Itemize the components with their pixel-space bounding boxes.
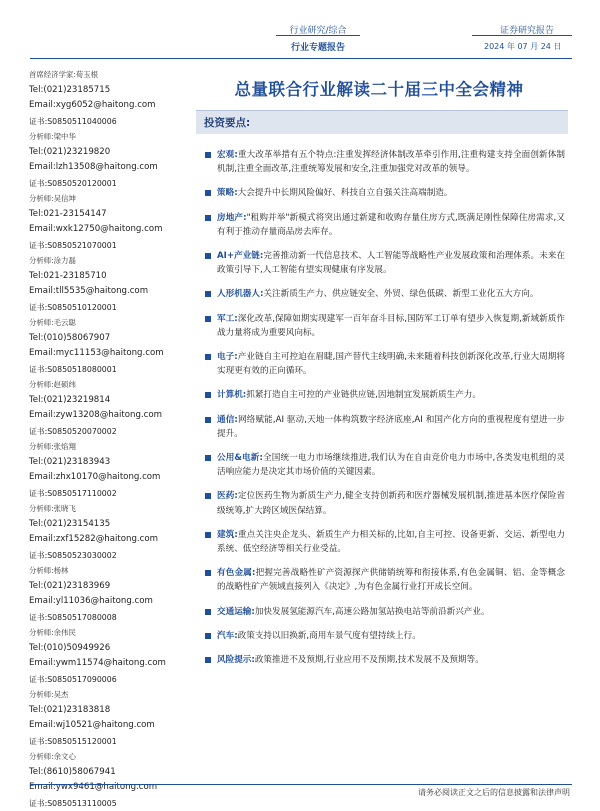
analyst-entry <box>29 67 179 129</box>
header-divider-right <box>472 35 572 36</box>
disclaimer-note: 请务必阅读正文之后的信息披露和法律声明 <box>418 787 570 798</box>
bullet-label: 计算机: <box>217 390 246 400</box>
list-item <box>203 629 565 643</box>
square-bullet-icon <box>205 570 211 576</box>
bullet-text: 加快发展氢能源汽车,高速公路加氢站换电站等前沿新兴产业。 <box>255 607 490 617</box>
list-item <box>203 148 565 176</box>
square-bullet-icon <box>205 152 211 158</box>
analyst-email[interactable]: Email:lzh13508@haitong.com <box>29 160 179 176</box>
bullet-text: 深化改革,保障如期实现建军一百年奋斗目标,国防军工订单有望步入恢复期,新域新质作战力量将成为重要风向标。 <box>217 314 565 338</box>
analyst-name: 分析师:梁中华 <box>29 129 179 145</box>
analyst-cert: 证书:S0850521070001 <box>29 238 179 254</box>
square-bullet-icon <box>205 657 211 663</box>
header-divider <box>276 35 360 36</box>
analyst-cert: 证书:S0850511040006 <box>29 114 179 130</box>
list-item <box>203 489 565 517</box>
analyst-cert: 证书:S0850510120001 <box>29 300 179 316</box>
industry-category: 行业研究/综合 <box>278 23 358 36</box>
analyst-name: 首席经济学家:荀玉根 <box>29 67 179 83</box>
bullet-text: 定位医药生物为新质生产力,健全支持创新药和医疗器械发展机制,推进基本医疗保险省级统筹,扩大跨区域医保结算。 <box>217 491 565 515</box>
analyst-tel: Tel:(010)58067907 <box>29 331 179 347</box>
bullet-text: 关注新质生产力、供应链安全、外贸、绿色低碳、新型工业化五大方向。 <box>263 289 538 299</box>
analyst-entry <box>29 253 179 315</box>
analyst-cert: 证书:S0850517110002 <box>29 486 179 502</box>
bullet-text: 重大改革举措有五个特点:注重发挥经济体制改革牵引作用,注重构建支持全面创新体制机制,注重全面改革,注重统筹发展和安全,注重加强党对改革的领导。 <box>217 150 565 174</box>
document-kind: 证券研究报告 <box>500 23 554 36</box>
analyst-name: 分析师:毛云聪 <box>29 315 179 331</box>
list-item <box>203 528 565 556</box>
analyst-tel: Tel:(021)23185715 <box>29 83 179 99</box>
list-item <box>203 249 565 277</box>
square-bullet-icon <box>205 215 211 221</box>
bullet-label: 建筑: <box>217 530 238 540</box>
analyst-email[interactable]: Email:zxf15282@haitong.com <box>29 532 179 548</box>
analyst-name: 分析师:余伟民 <box>29 625 179 641</box>
bullet-label: 策略: <box>217 188 238 198</box>
bullet-text: 产业链自主可控迫在眉睫,国产替代主线明确,未来随着科技创新深化改革,行业大周期将实现更有效的正向循环。 <box>217 352 565 376</box>
bullet-label: 风险提示: <box>217 655 255 665</box>
analyst-name: 分析师:赵硕纬 <box>29 377 179 393</box>
list-item <box>203 413 565 441</box>
analyst-list <box>29 67 179 811</box>
bullet-text: 政策支持以旧换新,商用车景气度有望持续上行。 <box>238 631 421 641</box>
analyst-name: 分析师:张晓飞 <box>29 501 179 517</box>
bullet-label: 有色金属: <box>217 568 255 578</box>
analyst-entry <box>29 749 179 811</box>
square-bullet-icon <box>205 253 211 259</box>
analyst-tel: Tel:(021)23183943 <box>29 455 179 471</box>
analyst-tel: Tel:(021)23219820 <box>29 145 179 161</box>
list-item <box>203 211 565 239</box>
analyst-tel: Tel:(021)23183818 <box>29 703 179 719</box>
analyst-entry <box>29 315 179 377</box>
analyst-name: 分析师:涂力磊 <box>29 253 179 269</box>
analyst-cert: 证书:S0850513110005 <box>29 796 179 811</box>
investment-points-list <box>203 148 565 677</box>
analyst-name: 分析师:张焰翔 <box>29 439 179 455</box>
bullet-text: 大会提升中长期风险偏好、科技自立自强关注高端制造。 <box>238 188 453 198</box>
analyst-entry <box>29 563 179 625</box>
bullet-label: 房地产: <box>217 213 247 223</box>
bullet-text: 网络赋能,AI 驱动,天地一体构筑数字经济底座,AI 和国产化方向的重视程度有望进一步提升。 <box>217 415 565 439</box>
analyst-tel: Tel:(021)23154135 <box>29 517 179 533</box>
bullet-label: 宏观: <box>217 150 238 160</box>
report-title: 总量联合行业解读二十届三中全会精神 <box>186 76 572 100</box>
square-bullet-icon <box>205 392 211 398</box>
bullet-text: "租购并举"新模式将突出通过新建和收购存量住房方式,既满足刚性保障住房需求,又有利于推动存量商品房去库存。 <box>217 213 565 237</box>
bullet-label: 医药: <box>217 491 238 501</box>
investment-points-header <box>196 110 568 134</box>
bullet-label: AI+产业链: <box>217 251 263 261</box>
list-item <box>203 653 565 667</box>
analyst-name: 分析师:杨林 <box>29 563 179 579</box>
analyst-entry <box>29 377 179 439</box>
analyst-cert: 证书:S0850520120001 <box>29 176 179 192</box>
analyst-email[interactable]: Email:xyg6052@haitong.com <box>29 98 179 114</box>
list-item <box>203 605 565 619</box>
analyst-tel: Tel:(021)23219814 <box>29 393 179 409</box>
analyst-email[interactable]: Email:zhx10170@haitong.com <box>29 470 179 486</box>
analyst-cert: 证书:S0850520070002 <box>29 424 179 440</box>
analyst-entry <box>29 191 179 253</box>
bullet-label: 公用&电新: <box>217 453 263 463</box>
bullet-text: 重点关注央企龙头、新质生产力相关标的,比如,自主可控、设备更新、交运、新型电力系统、低空经济等相关行业受益。 <box>217 530 565 554</box>
investment-points-label: 投资要点: <box>196 111 568 135</box>
analyst-email[interactable]: Email:ywm11574@haitong.com <box>29 656 179 672</box>
analyst-name: 分析师:吴杰 <box>29 687 179 703</box>
footer-rule <box>30 784 572 785</box>
analyst-cert: 证书:S0850517090006 <box>29 672 179 688</box>
bullet-label: 军工: <box>217 314 238 324</box>
square-bullet-icon <box>205 316 211 322</box>
list-item <box>203 350 565 378</box>
analyst-tel: Tel:021-23185710 <box>29 269 179 285</box>
bullet-text: 抓紧打造自主可控的产业链供应链,因地制宜发展新质生产力。 <box>246 390 481 400</box>
header-rule <box>30 58 572 59</box>
square-bullet-icon <box>205 291 211 297</box>
square-bullet-icon <box>205 633 211 639</box>
analyst-entry <box>29 625 179 687</box>
bullet-text: 全国统一电力市场继续推进,我们认为在自由竞价电力市场中,各类发电机组的灵活响应能力是决定其市场价值的关键因素。 <box>217 453 565 477</box>
analyst-cert: 证书:S0850515120001 <box>29 734 179 750</box>
analyst-entry <box>29 687 179 749</box>
square-bullet-icon <box>205 354 211 360</box>
bullet-label: 通信: <box>217 415 238 425</box>
square-bullet-icon <box>205 190 211 196</box>
list-item <box>203 566 565 594</box>
analyst-tel: Tel:(021)23183969 <box>29 579 179 595</box>
bullet-label: 人形机器人: <box>217 289 263 299</box>
report-date: 2024 年 07 月 24 日 <box>484 41 561 52</box>
analyst-cert: 证书:S0850523030002 <box>29 548 179 564</box>
analyst-tel: Tel:(8610)58067941 <box>29 765 179 781</box>
analyst-cert: 证书:S0850518080001 <box>29 362 179 378</box>
analyst-email[interactable]: Email:ywx9461@haitong.com <box>29 780 179 796</box>
analyst-entry <box>29 129 179 191</box>
analyst-tel: Tel:(010)50949926 <box>29 641 179 657</box>
square-bullet-icon <box>205 532 211 538</box>
analyst-email[interactable]: Email:yl11036@haitong.com <box>29 594 179 610</box>
analyst-email[interactable]: Email:myc11153@haitong.com <box>29 346 179 362</box>
bullet-text: 完善推动新一代信息技术、人工智能等战略性产业发展政策和治理体系。未来在政策引导下,人工智能有望实现健康有序发展。 <box>217 251 565 275</box>
analyst-entry <box>29 439 179 501</box>
list-item <box>203 287 565 301</box>
square-bullet-icon <box>205 609 211 615</box>
list-item <box>203 388 565 402</box>
square-bullet-icon <box>205 493 211 499</box>
list-item <box>203 186 565 200</box>
analyst-email[interactable]: Email:tll5535@haitong.com <box>29 284 179 300</box>
analyst-entry <box>29 501 179 563</box>
analyst-name: 分析师:余文心 <box>29 749 179 765</box>
bullet-label: 电子: <box>217 352 238 362</box>
bullet-text: 把握完善战略性矿产资源探产供储销统筹和衔接体系,有色金属铜、铝、金等概念的战略性矿产领域直接列入《决定》,为有色金属行业打开成长空间。 <box>217 568 565 592</box>
square-bullet-icon <box>205 417 211 423</box>
list-item <box>203 451 565 479</box>
analyst-cert: 证书:S0850517080008 <box>29 610 179 626</box>
square-bullet-icon <box>205 455 211 461</box>
analyst-email[interactable]: Email:wxk12750@haitong.com <box>29 222 179 238</box>
report-type: 行业专题报告 <box>278 40 358 53</box>
bullet-label: 汽车: <box>217 631 238 641</box>
bullet-text: 政策推进不及预期,行业应用不及预期,技术发展不及预期等。 <box>255 655 484 665</box>
analyst-tel: Tel:021-23154147 <box>29 207 179 223</box>
analyst-name: 分析师:吴信坤 <box>29 191 179 207</box>
analyst-email[interactable]: Email:zyw13208@haitong.com <box>29 408 179 424</box>
analyst-email[interactable]: Email:wj10521@haitong.com <box>29 718 179 734</box>
list-item <box>203 312 565 340</box>
bullet-label: 交通运输: <box>217 607 255 617</box>
